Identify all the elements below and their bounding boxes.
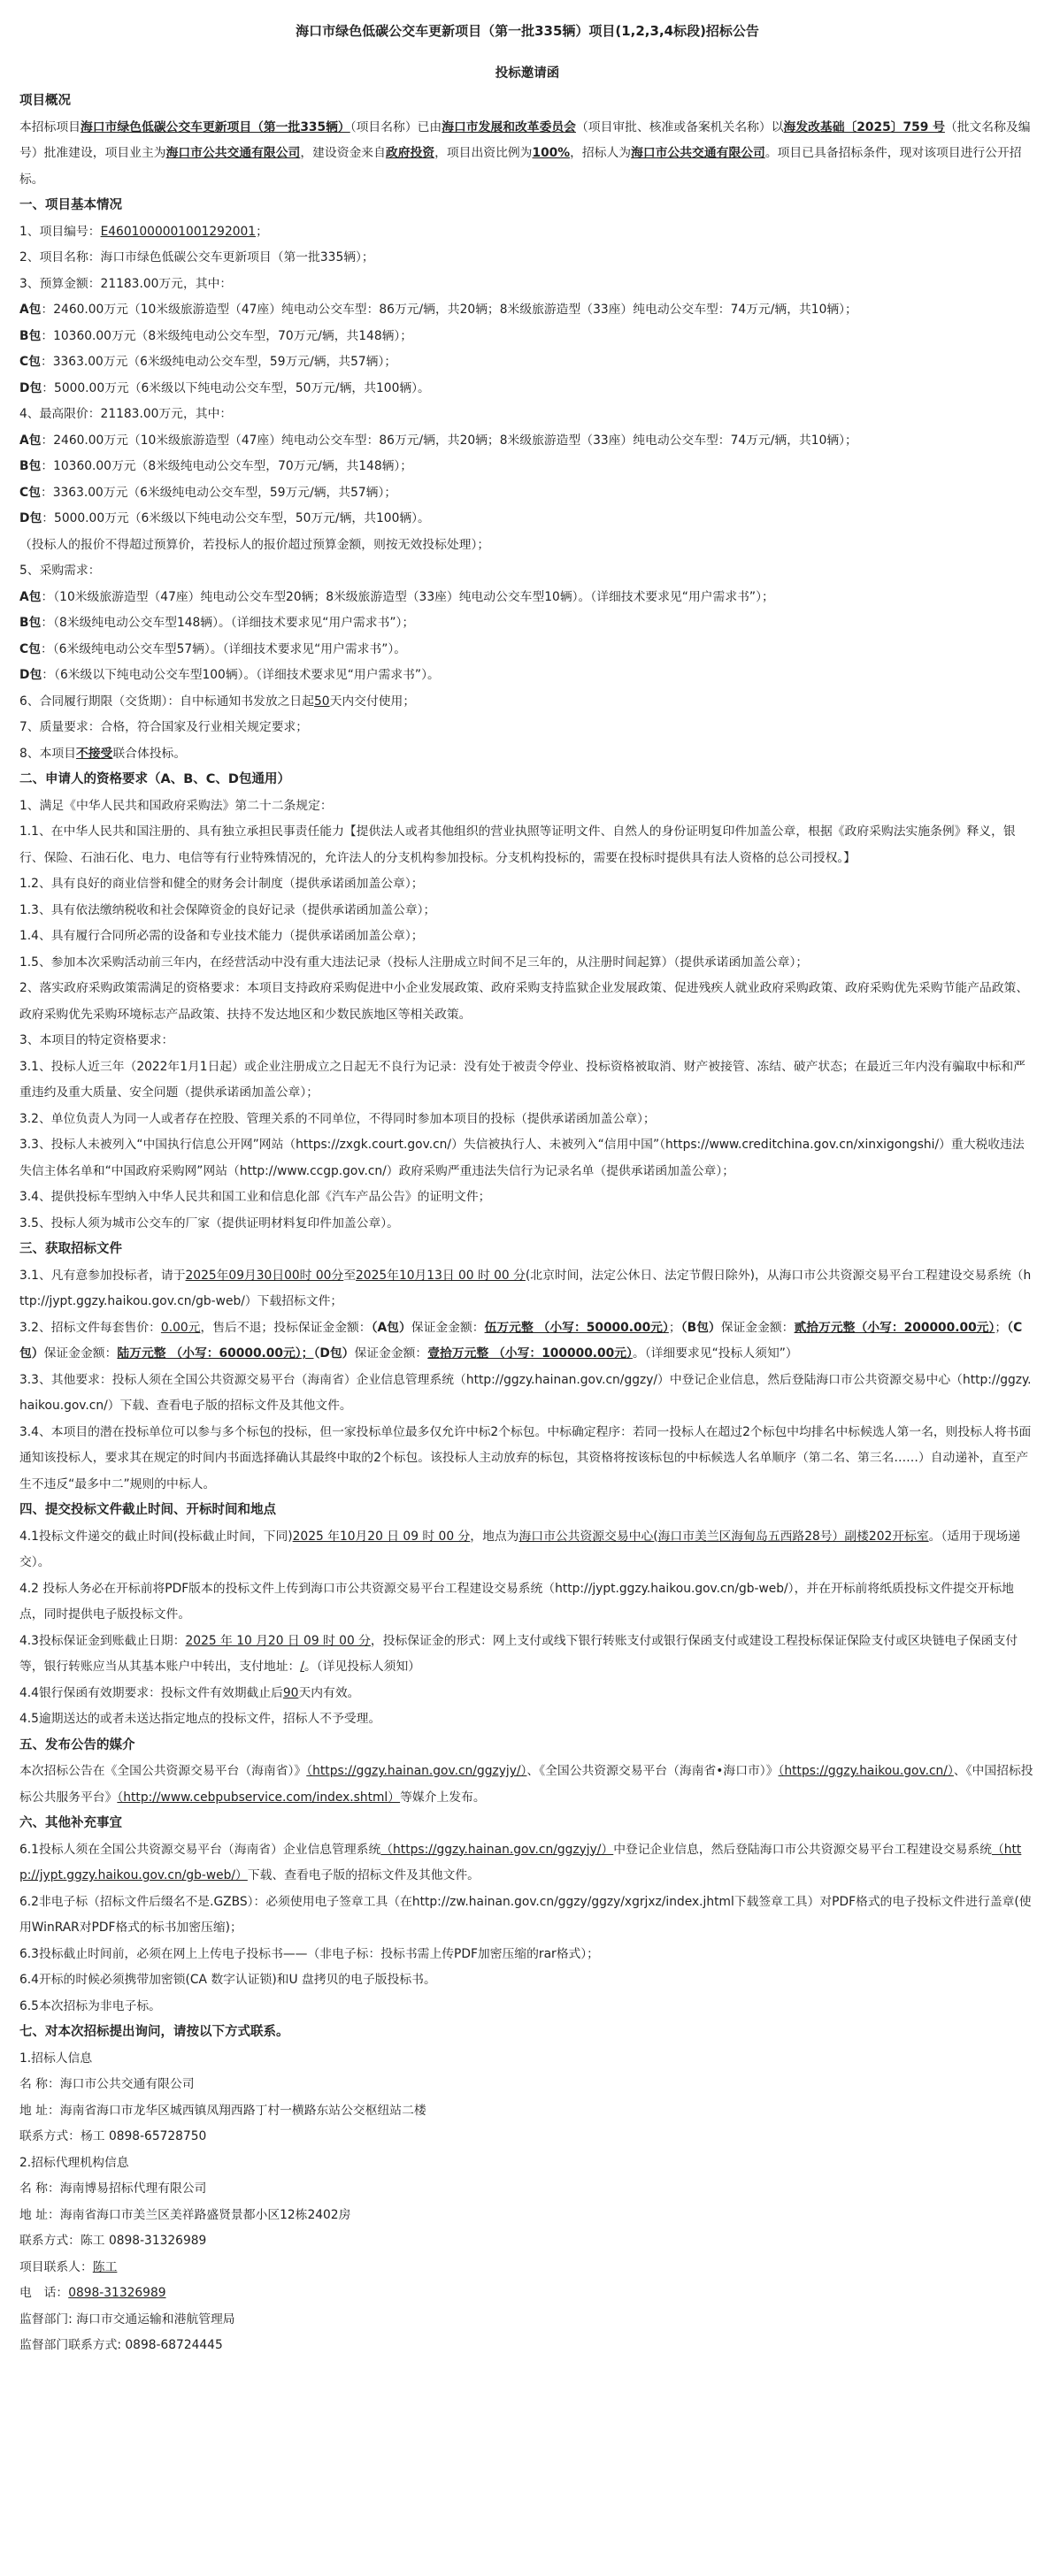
overview-text: ，招标人为 bbox=[570, 146, 632, 160]
registration-link[interactable]: （https://ggzy.hainan.gov.cn/ggzyjy/） bbox=[380, 1842, 614, 1857]
qualification-item: 1.4、具有履行合同所必需的设备和专业技术能力（提供承诺函加盖公章）； bbox=[19, 929, 424, 943]
label-text: 。（详细要求见“投标人须知”） bbox=[632, 1346, 798, 1361]
package-text: ：3363.00万元（6米级纯电动公交车型，59万元/辆，共57辆）； bbox=[40, 355, 397, 369]
package-text: ：5000.00万元（6米级以下纯电动公交车型，50万元/辆，共100辆）。 bbox=[42, 511, 430, 525]
label-text: 4.4银行保函有效期要求：投标文件有效期截止后 bbox=[19, 1685, 283, 1700]
overview-text: （批文名称及编号）批准建设，项目业主为 bbox=[19, 119, 1031, 160]
agency-name: 名 称：海南博易招标代理有限公司 bbox=[19, 2181, 207, 2196]
qualification-item: 3、本项目的特定资格要求： bbox=[19, 1033, 174, 1047]
limit-note: （投标人的报价不得超过预算价，若投标人的报价超过预算金额，则按无效投标处理）； bbox=[19, 537, 490, 552]
deposit-package-a: 伍万元整 （小写：50000.00元） bbox=[484, 1320, 669, 1335]
label-text: 、《中国招标投标公共服务平台》 bbox=[19, 1764, 1033, 1805]
deadline-line bbox=[19, 1524, 1035, 1576]
label-text: ； bbox=[256, 224, 268, 239]
project-contact-name: 陈工 bbox=[92, 2259, 118, 2274]
label-text: 保证金金额： bbox=[720, 1320, 795, 1335]
non-electronic-line: 6.5本次招标为非电子标。 bbox=[19, 1998, 161, 2013]
fund-source: 政府投资 bbox=[385, 146, 435, 160]
media-paragraph bbox=[19, 1759, 1035, 1811]
label-text: (北京时间，法定公休日、法定节假日除外)，从海口市公共资源交易平台工程建设交易系统（http://jypt.ggzy.haikou.gov.cn/gb-web/）下载招标文件； bbox=[19, 1268, 1032, 1308]
tenderer-name: 名 称：海口市公共交通有限公司 bbox=[19, 2077, 195, 2091]
qualification-item: 1.3、具有依法缴纳税收和社会保障资金的良好记录（提供承诺函加盖公章）； bbox=[19, 902, 436, 917]
package-label: A包 bbox=[19, 589, 42, 604]
section-supplementary-heading: 六、其他补充事宜 bbox=[19, 1816, 122, 1830]
package-label: （D包） bbox=[313, 1346, 355, 1361]
deposit-package-c: 陆万元整 （小写：60000.00元）； bbox=[117, 1346, 314, 1361]
guarantee-validity-line bbox=[19, 1681, 1035, 1707]
package-label: （C包） bbox=[19, 1320, 1023, 1361]
package-label: C包 bbox=[19, 485, 41, 500]
section-qualification-heading: 二、申请人的资格要求（A、B、C、D包通用） bbox=[19, 772, 290, 786]
deposit-deadline-line bbox=[19, 1629, 1035, 1681]
qualification-item: 1、满足《中华人民共和国政府采购法》第二十二条规定： bbox=[19, 798, 333, 813]
media-link-cebpub[interactable]: （http://www.cebpubservice.com/index.shtml） bbox=[117, 1790, 401, 1805]
upload-requirement-line: 4.2 投标人务必在开标前将PDF版本的投标文件上传到海口市公共资源交易平台工程建设交易系统（http://jypt.ggzy.haikou.gov.cn/gb-web/），并在开标前将纸质投标文件提交开标地点，同时提供电子版投标文件。 bbox=[19, 1581, 1014, 1622]
project-name: 海口市绿色低碳公交车更新项目（第一批335辆） bbox=[80, 119, 350, 134]
supervisor-contact-line: 监督部门联系方式: 0898-68724445 bbox=[19, 2338, 223, 2352]
label-text: 天内有效。 bbox=[298, 1685, 360, 1700]
qualification-item: 1.5、参加本次采购活动前三年内，在经营活动中没有重大违法记录（投标人注册成立时间不足三年的，从注册时间起算）（提供承诺函加盖公章）； bbox=[19, 954, 809, 970]
consortium-line bbox=[19, 741, 1035, 768]
label-text: 4.3投标保证金到账截止日期： bbox=[19, 1633, 186, 1648]
signature-tool-line: 6.2非电子标（招标文件后缀名不是.GZBS）：必须使用电子签章工具（在http://zw.hainan.gov.cn/ggzy/ggzy/xgrjxz/index.jhtml下载签章工具）对PDF格式的电子投标文件进行盖章(使用WinRAR对PDF格式的标书加密压缩)； bbox=[19, 1894, 1032, 1935]
guarantee-days: 90 bbox=[282, 1685, 299, 1700]
qualification-item: 3.5、投标人须为城市公交车的厂家（提供证明材料复印件加盖公章）。 bbox=[19, 1215, 399, 1230]
demand-line: 5、采购需求： bbox=[19, 564, 101, 578]
demand-package-d bbox=[19, 663, 1035, 689]
overview-text: （项目审批、核准或备案机关名称）以 bbox=[575, 119, 784, 134]
label-text: 6.1投标人须在全国公共资源交易平台（海南省）企业信息管理系统 bbox=[19, 1842, 381, 1857]
package-text: ：（6米级以下纯电动公交车型100辆）。（详细技术要求见“用户需求书”）。 bbox=[42, 668, 440, 682]
section-deadline-heading: 四、提交投标文件截止时间、开标时间和地点 bbox=[19, 1503, 276, 1517]
qualification-item: 3.2、单位负责人为同一人或者存在控股、管理关系的不同单位，不得同时参加本项目的投标（提供承诺函加盖公章）； bbox=[19, 1111, 656, 1126]
package-label: （B包） bbox=[680, 1320, 721, 1335]
limit-package-c bbox=[19, 480, 1035, 507]
page-title: 海口市绿色低碳公交车更新项目（第一批335辆）项目(1,2,3,4标段)招标公告 bbox=[296, 23, 759, 39]
label-text: 6、合同履行期限（交货期）：自中标通知书发放之日起 bbox=[19, 694, 315, 709]
media-link-haikou[interactable]: （https://ggzy.haikou.gov.cn/） bbox=[778, 1764, 954, 1778]
agency-contact: 联系方式：陈工 0898-31326989 bbox=[19, 2234, 207, 2248]
consortium-policy: 不接受 bbox=[75, 746, 113, 761]
approval-number: 海发改基础〔2025〕759 号 bbox=[783, 119, 945, 134]
project-number-line bbox=[19, 219, 1035, 246]
budget-package-b bbox=[19, 324, 1035, 350]
upload-deadline-line: 6.3投标截止时间前，必须在网上上传电子投标书——（非电子标：投标书需上传PDF加密压缩的rar格式）； bbox=[19, 1946, 599, 1961]
package-label: B包 bbox=[19, 459, 42, 473]
qualification-item: 1.2、具有良好的商业信誉和健全的财务会计制度（提供承诺函加盖公章）； bbox=[19, 877, 424, 891]
project-contact-line bbox=[19, 2255, 1035, 2281]
phone-line bbox=[19, 2281, 1035, 2307]
budget-line: 3、预算金额：21183.00万元，其中： bbox=[19, 276, 233, 291]
media-link-hainan[interactable]: （https://ggzy.hainan.gov.cn/ggzyjy/） bbox=[306, 1764, 527, 1778]
limit-package-d bbox=[19, 506, 1035, 533]
label-text: 联合体投标。 bbox=[112, 746, 187, 761]
tenderer-contact: 联系方式：杨工 0898-65728750 bbox=[19, 2129, 207, 2143]
qualification-item: 2、落实政府采购政策需满足的资格要求：本项目支持政府采购促进中小企业发展政策、政府采购支持监狱企业发展政策、促进残疾人就业政府采购政策、政府采购优先采购节能产品政策、政府采购优先采购环境标志产品政策、扶持不发达地区和少数民族地区等相关政策。 bbox=[19, 981, 1029, 1022]
label-text: 电 话： bbox=[19, 2286, 69, 2300]
quality-line: 7、质量要求：合格，符合国家及行业相关规定要求； bbox=[19, 720, 309, 734]
label-text: 、《全国公共资源交易平台（海南省•海口市）》 bbox=[526, 1764, 779, 1778]
section-basic-info-heading: 一、项目基本情况 bbox=[19, 198, 122, 212]
obtain-end-time: 2025年10月13日 00 时 00 分 bbox=[356, 1268, 526, 1283]
delivery-days: 50 bbox=[314, 694, 330, 709]
label-text: 8、本项目 bbox=[19, 746, 76, 761]
overview-paragraph bbox=[19, 115, 1035, 194]
package-text: ：10360.00万元（8米级纯电动公交车型，70万元/辆，共148辆）； bbox=[41, 328, 413, 343]
tenderer: 海口市公共交通有限公司 bbox=[631, 146, 765, 160]
label-text: 至 bbox=[343, 1268, 357, 1283]
project-number: E4601000001001292001 bbox=[100, 224, 257, 239]
opening-carry-line: 6.4开标的时候必须携带加密锁(CA 数字认证锁)和U 盘拷贝的电子版投标书。 bbox=[19, 1973, 436, 1987]
bid-deadline: 2025 年10月20 日 09 时 00 分 bbox=[292, 1529, 471, 1544]
package-label: C包 bbox=[19, 641, 41, 656]
overview-text: ，项目出资比例为 bbox=[434, 146, 533, 160]
deposit-deadline: 2025 年 10 月20 日 09 时 00 分 bbox=[185, 1633, 371, 1648]
label-text: 1、项目编号： bbox=[19, 224, 101, 239]
label-text: 本次招标公告在《全国公共资源交易平台（海南省）》 bbox=[19, 1764, 307, 1778]
approver: 海口市发展和改革委员会 bbox=[442, 119, 576, 134]
supervisor-line: 监督部门: 海口市交通运输和港航管理局 bbox=[19, 2312, 235, 2327]
tenderer-info-heading: 1.招标人信息 bbox=[19, 2051, 93, 2066]
label-text: 下载、查看电子版的招标文件及其他文件。 bbox=[247, 1868, 480, 1882]
package-text: ：10360.00万元（8米级纯电动公交车型，70万元/辆，共148辆）； bbox=[41, 459, 413, 473]
label-text: 4.1投标文件递交的截止时间(投标截止时间，下同) bbox=[19, 1529, 293, 1544]
label-text: 天内交付使用； bbox=[329, 694, 416, 709]
payment-address: / bbox=[300, 1660, 304, 1674]
package-text: ：3363.00万元（6米级纯电动公交车型，59万元/辆，共57辆）； bbox=[40, 485, 397, 500]
demand-package-c bbox=[19, 637, 1035, 663]
budget-package-a bbox=[19, 297, 1035, 324]
package-text: ：5000.00万元（6米级以下纯电动公交车型，50万元/辆，共100辆）。 bbox=[42, 380, 430, 395]
fund-ratio: 100% bbox=[532, 146, 571, 160]
label-text: 项目联系人： bbox=[19, 2259, 93, 2274]
package-label: （A包） bbox=[371, 1320, 411, 1335]
label-text: 保证金金额： bbox=[43, 1346, 118, 1361]
package-text: ：（6米级纯电动公交车型57辆）。（详细技术要求见“用户需求书”）。 bbox=[40, 641, 407, 656]
label-text: 3.1、凡有意参加投标者，请于 bbox=[19, 1268, 186, 1283]
qualification-item: 1.1、在中华人民共和国注册的、具有独立承担民事责任能力【提供法人或者其他组织的营业执照等证明文件、自然人的身份证明复印件加盖公章，根据《政府采购法实施条例》释义，银行、保险、石油石化、电力、电信等有行业特殊情况的，允许法人的分支机构参加投标。分支机构投标的，需要在投标时提供具有法人资格的总公司授权。】 bbox=[19, 824, 1016, 865]
qualification-item: 3.4、提供投标车型纳入中华人民共和国工业和信息化部《汽车产品公告》的证明文件； bbox=[19, 1190, 491, 1204]
label-text: 3.2、招标文件每套售价： bbox=[19, 1320, 161, 1335]
label-text: ，地点为 bbox=[470, 1529, 519, 1544]
section-contact-heading: 七、对本次招标提出询问，请按以下方式联系。 bbox=[19, 2025, 289, 2039]
section-obtain-docs-heading: 三、获取招标文件 bbox=[19, 1242, 122, 1256]
contact-phone[interactable]: 0898-31326989 bbox=[68, 2286, 166, 2300]
budget-package-d bbox=[19, 376, 1035, 402]
agency-address: 地 址：海南省海口市美兰区美祥路盛贤景都小区12栋2402房 bbox=[19, 2207, 351, 2222]
section-media-heading: 五、发布公告的媒介 bbox=[19, 1737, 135, 1752]
obtain-period-line bbox=[19, 1263, 1035, 1315]
package-label: B包 bbox=[19, 616, 42, 630]
package-text: ：（10米级旅游造型（47座）纯电动公交车型20辆；8米级旅游造型（33座）纯电动公交车型10辆）。（详细技术要求见“用户需求书”）； bbox=[41, 589, 774, 604]
qualification-item: 3.1、投标人近三年（2022年1月1日起）或企业注册成立之日起无不良行为记录：没有处于被责令停业、投标资格被取消、财产被接管、冻结、破产状态；在最近三年内没有骗取中标和严重违约及重大质量、安全问题（提供承诺函加盖公章）； bbox=[19, 1059, 1025, 1100]
tenderer-address: 地 址：海南省海口市龙华区城西镇凤翔西路丁村一横路东站公交枢纽站二楼 bbox=[19, 2103, 426, 2118]
late-submission-line: 4.5逾期送达的或者未送达指定地点的投标文件，招标人不予受理。 bbox=[19, 1712, 381, 1726]
registration-line bbox=[19, 1837, 1035, 1890]
label-text: 。（详见投标人须知） bbox=[303, 1660, 421, 1674]
document-price: 0.00元 bbox=[160, 1320, 201, 1335]
document-price-line bbox=[19, 1315, 1035, 1368]
label-text: ，售后不退；投标保证金金额： bbox=[200, 1320, 372, 1335]
award-rule-line: 3.4、本项目的潜在投标单位可以参与多个标包的投标，但一家投标单位最多仅允许中标2个标包。中标确定程序：若同一投标人在超过2个标包中均排名中标候选人第一名，则投标人将书面通知该投标人，要求其在规定的时间内书面选择确认其最终中取的2个标包。该投标人主动放弃的标包，其资格将按该标包的中标候选人名单顺序（第二名、第三名……）自动递补，直至产生不违反“最多中二”规则的中标人。 bbox=[19, 1424, 1032, 1491]
invitation-subtitle: 投标邀请函 bbox=[495, 66, 560, 80]
limit-package-a bbox=[19, 428, 1035, 455]
overview-heading: 项目概况 bbox=[19, 94, 71, 108]
overview-text: （项目名称）已由 bbox=[349, 119, 442, 134]
project-owner: 海口市公共交通有限公司 bbox=[165, 146, 301, 160]
deposit-package-b: 贰拾万元整（小写：200000.00元） bbox=[794, 1320, 995, 1335]
other-requirements-line: 3.3、其他要求：投标人须在全国公共资源交易平台（海南省）企业信息管理系统（http://ggzy.hainan.gov.cn/ggzy/）中登记企业信息，然后登陆海口市公共资源交易中心（http://ggzy.haikou.gov.cn/）下载、查看电子版的招标文件及其他文件。 bbox=[19, 1372, 1032, 1413]
limit-package-b bbox=[19, 454, 1035, 480]
demand-package-a bbox=[19, 585, 1035, 611]
package-label: D包 bbox=[19, 668, 42, 682]
trading-system-link[interactable]: （http://jypt.ggzy.haikou.gov.cn/gb-web/） bbox=[19, 1842, 1022, 1882]
package-label: D包 bbox=[19, 380, 42, 395]
deposit-package-d: 壹拾万元整 （小写：100000.00元） bbox=[427, 1346, 633, 1361]
package-text: ：2460.00万元（10米级旅游造型（47座）纯电动公交车型：86万元/辆，共20辆；8米级旅游造型（33座）纯电动公交车型：74万元/辆，共10辆）； bbox=[41, 433, 857, 448]
limit-line: 4、最高限价：21183.00万元，其中： bbox=[19, 407, 233, 421]
label-text: 中登记企业信息，然后登陆海口市公共资源交易平台工程建设交易系统 bbox=[613, 1842, 992, 1857]
qualification-item: 3.3、投标人未被列入“中国执行信息公开网”网站（https://zxgk.court.gov.cn/）失信被执行人、未被列入“信用中国”（https://www.creditchina.gov.cn/xinxigongshi/）重大税收违法失信主体名单和“中国政府采购网”网站（http://www.ccgp.gov.cn/）政府采购严重违法失信行为记录名单（提供承诺函加盖公章）； bbox=[19, 1138, 1025, 1178]
overview-text: ，建设资金来自 bbox=[300, 146, 386, 160]
package-text: ：（8米级纯电动公交车型148辆）。（详细技术要求见“用户需求书”）； bbox=[41, 616, 415, 630]
label-text: ； bbox=[668, 1320, 681, 1335]
overview-text: 本招标项目 bbox=[19, 119, 81, 134]
budget-package-c bbox=[19, 349, 1035, 376]
label-text: 等媒介上发布。 bbox=[400, 1790, 486, 1805]
contract-period-line bbox=[19, 689, 1035, 716]
label-text: 。（适用于现场递交）。 bbox=[19, 1529, 1021, 1569]
package-label: C包 bbox=[19, 355, 41, 369]
label-text: ； bbox=[995, 1320, 1008, 1335]
agency-info-heading: 2.招标代理机构信息 bbox=[19, 2155, 129, 2170]
bid-opening-place: 海口市公共资源交易中心(海口市美兰区海甸岛五西路28号）副楼202开标室 bbox=[518, 1529, 929, 1544]
package-label: D包 bbox=[19, 511, 42, 525]
label-text: 保证金金额： bbox=[354, 1346, 428, 1361]
overview-text: 。项目已具备招标条件，现对该项目进行公开招标。 bbox=[19, 146, 1022, 187]
label-text: 保证金金额： bbox=[411, 1320, 485, 1335]
package-text: ：2460.00万元（10米级旅游造型（47座）纯电动公交车型：86万元/辆，共20辆；8米级旅游造型（33座）纯电动公交车型：74万元/辆，共10辆）； bbox=[41, 303, 857, 317]
demand-package-b bbox=[19, 610, 1035, 637]
obtain-start-time: 2025年09月30日00时 00分 bbox=[185, 1268, 344, 1283]
package-label: A包 bbox=[19, 303, 42, 317]
label-text: ，投标保证金的形式：网上支付或线下银行转账支付或银行保函支付或建设工程投标保证保险支付或区块链电子保函支付等，银行转账应当从其基本账户中转出，支付地址： bbox=[19, 1633, 1018, 1674]
package-label: A包 bbox=[19, 433, 42, 448]
project-name-line: 2、项目名称：海口市绿色低碳公交车更新项目（第一批335辆）； bbox=[19, 250, 374, 264]
package-label: B包 bbox=[19, 328, 42, 343]
